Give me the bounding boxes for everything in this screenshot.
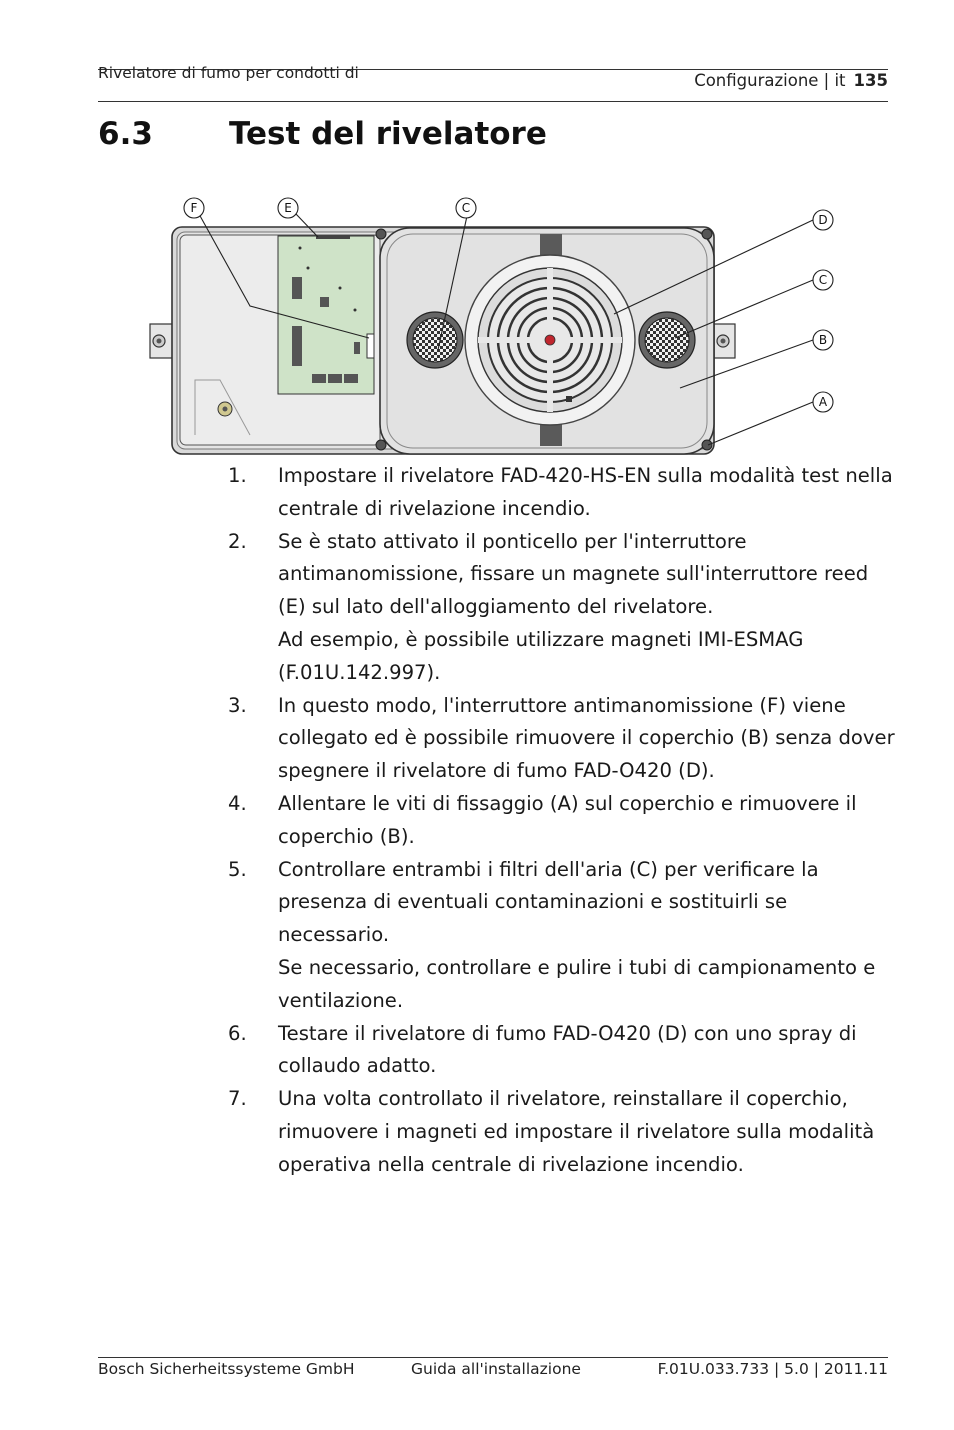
step-item	[228, 788, 898, 854]
step-number: 7.	[228, 1087, 247, 1111]
footer-doc-type: Guida all'installazione	[411, 1360, 581, 1378]
step-text: Se è stato attivato il ponticello per l'interruttore antimanomissione, fissare un magnete sull'interruttore reed (E) sul lato dell'alloggiamento del rivelatore.	[278, 529, 869, 619]
step-number: 2.	[228, 529, 247, 553]
detector-led	[545, 335, 555, 345]
step-number: 5.	[228, 857, 247, 881]
callout-d	[813, 210, 833, 230]
step-item	[228, 460, 898, 526]
callout-c-right-label: C	[818, 273, 828, 287]
detector-illustration	[140, 190, 828, 465]
step-number: 3.	[228, 693, 247, 717]
step-text: In questo modo, l'interruttore antimanomissione (F) viene collegato ed è possibile rimuovere il coperchio (B) senza dover spegnere il rivelatore di fumo FAD-O420 (D).	[278, 693, 895, 783]
running-title: Rivelatore di fumo per condotti di	[98, 64, 359, 82]
callout-f	[184, 198, 204, 218]
air-filter-left	[407, 312, 463, 368]
callout-d-label: D	[818, 213, 828, 227]
step-number: 1.	[228, 464, 247, 487]
callout-a-label: A	[818, 395, 828, 409]
step-text: Impostare il rivelatore FAD-420-HS-EN sulla modalità test nella centrale di rivelazione incendio.	[278, 464, 893, 520]
step-item	[228, 690, 898, 788]
step-item	[228, 526, 898, 690]
step-item	[228, 1083, 898, 1181]
step-number: 6.	[228, 1021, 247, 1045]
section-number: 6.3	[98, 116, 153, 152]
step-note: Se necessario, controllare e pulire i tubi di campionamento e ventilazione.	[278, 955, 876, 1012]
callout-b-label: B	[818, 333, 828, 347]
procedure-steps	[228, 460, 898, 1182]
footer-doc-id: F.01U.033.733 | 5.0 | 2011.11	[657, 1360, 888, 1378]
footer-company: Bosch Sicherheitssysteme GmbH	[98, 1360, 355, 1378]
fixing-screw	[702, 440, 712, 450]
header-rule-bottom	[98, 101, 888, 102]
circuit-board	[278, 235, 374, 394]
reed-switch	[316, 235, 350, 239]
step-text: Allentare le viti di fissaggio (A) sul coperchio e rimuovere il coperchio (B).	[278, 791, 857, 848]
step-number: 4.	[228, 791, 247, 815]
step-text: Una volta controllato il rivelatore, reinstallare il coperchio, rimuovere i magneti ed impostare il rivelatore sulla modalità operativa nella centrale di rivelazione incendio.	[278, 1087, 875, 1176]
step-text: Controllare entrambi i filtri dell'aria (C) per verificare la presenza di eventuali contaminazioni e sostituirli se necessario.	[278, 857, 819, 947]
step-note: Ad esempio, è possibile utilizzare magneti IMI-ESMAG (F.01U.142.997).	[278, 627, 804, 684]
section-label: Configurazione | it	[694, 71, 846, 90]
callout-e-label: E	[284, 201, 292, 215]
callout-e	[278, 198, 298, 218]
detector-figure	[140, 190, 828, 465]
section-title: Test del rivelatore	[229, 116, 547, 152]
header-section-label	[694, 71, 888, 90]
callout-c-top	[456, 198, 476, 218]
step-item	[228, 854, 898, 1018]
callout-c-top-label: C	[461, 201, 471, 215]
callout-c-right	[813, 270, 833, 290]
step-text: Testare il rivelatore di fumo FAD-O420 (D) con uno spray di collaudo adatto.	[278, 1021, 857, 1078]
air-filter-right	[639, 312, 695, 368]
footer-rule	[98, 1357, 888, 1358]
callout-b	[813, 330, 833, 350]
smoke-detector	[465, 255, 635, 425]
callout-f-label: F	[190, 201, 198, 215]
step-item	[228, 1018, 898, 1084]
callout-a	[813, 392, 833, 412]
page-number: 135	[853, 71, 888, 90]
left-mounting-tab	[150, 324, 174, 358]
